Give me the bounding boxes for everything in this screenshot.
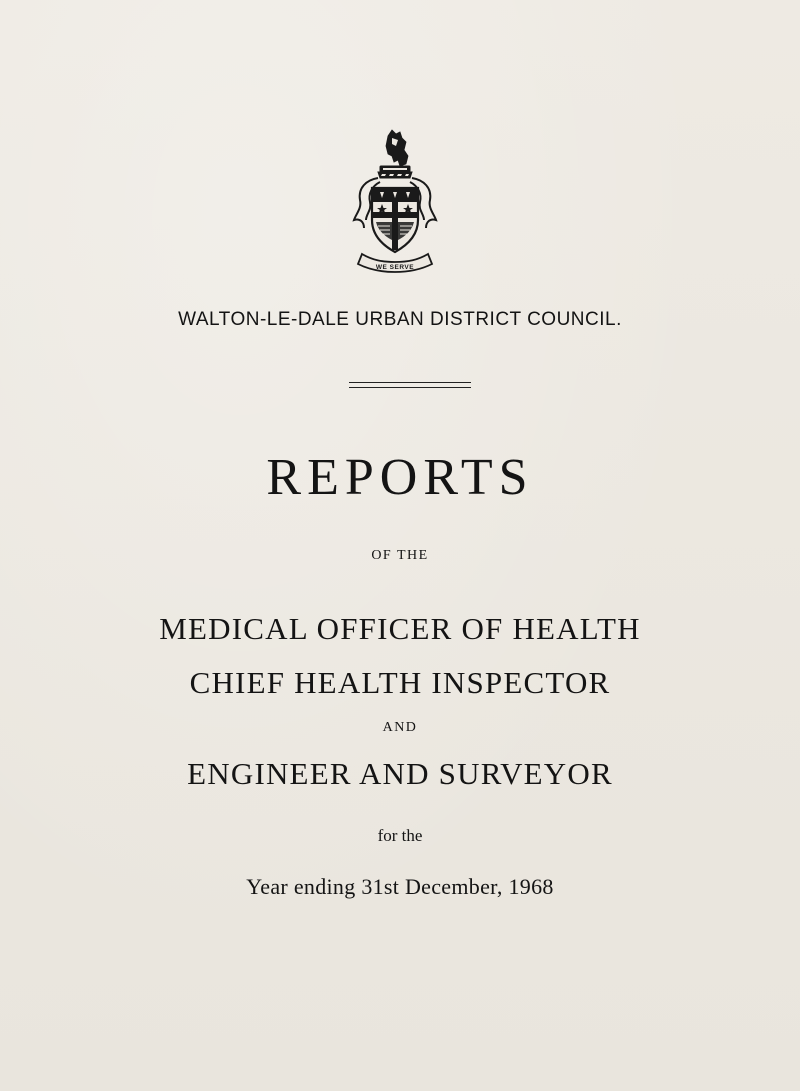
double-rule-divider: [349, 382, 471, 388]
officer-heading-health-inspector: CHIEF HEALTH INSPECTOR: [189, 665, 611, 700]
council-name: WALTON-LE-DALE URBAN DISTRICT COUNCIL.: [178, 309, 622, 330]
coat-of-arms-icon: [352, 128, 438, 276]
of-the-label: OF THE: [371, 548, 429, 563]
document-title: REPORTS: [266, 449, 534, 506]
crest-motto: WE SERVE: [375, 264, 415, 271]
report-period: Year ending 31st December, 1968: [246, 874, 554, 899]
officer-heading-medical: MEDICAL OFFICER OF HEALTH: [159, 611, 641, 646]
officer-heading-engineer: ENGINEER AND SURVEYOR: [187, 756, 613, 791]
for-the-label: for the: [377, 826, 423, 845]
and-label: AND: [382, 720, 418, 735]
